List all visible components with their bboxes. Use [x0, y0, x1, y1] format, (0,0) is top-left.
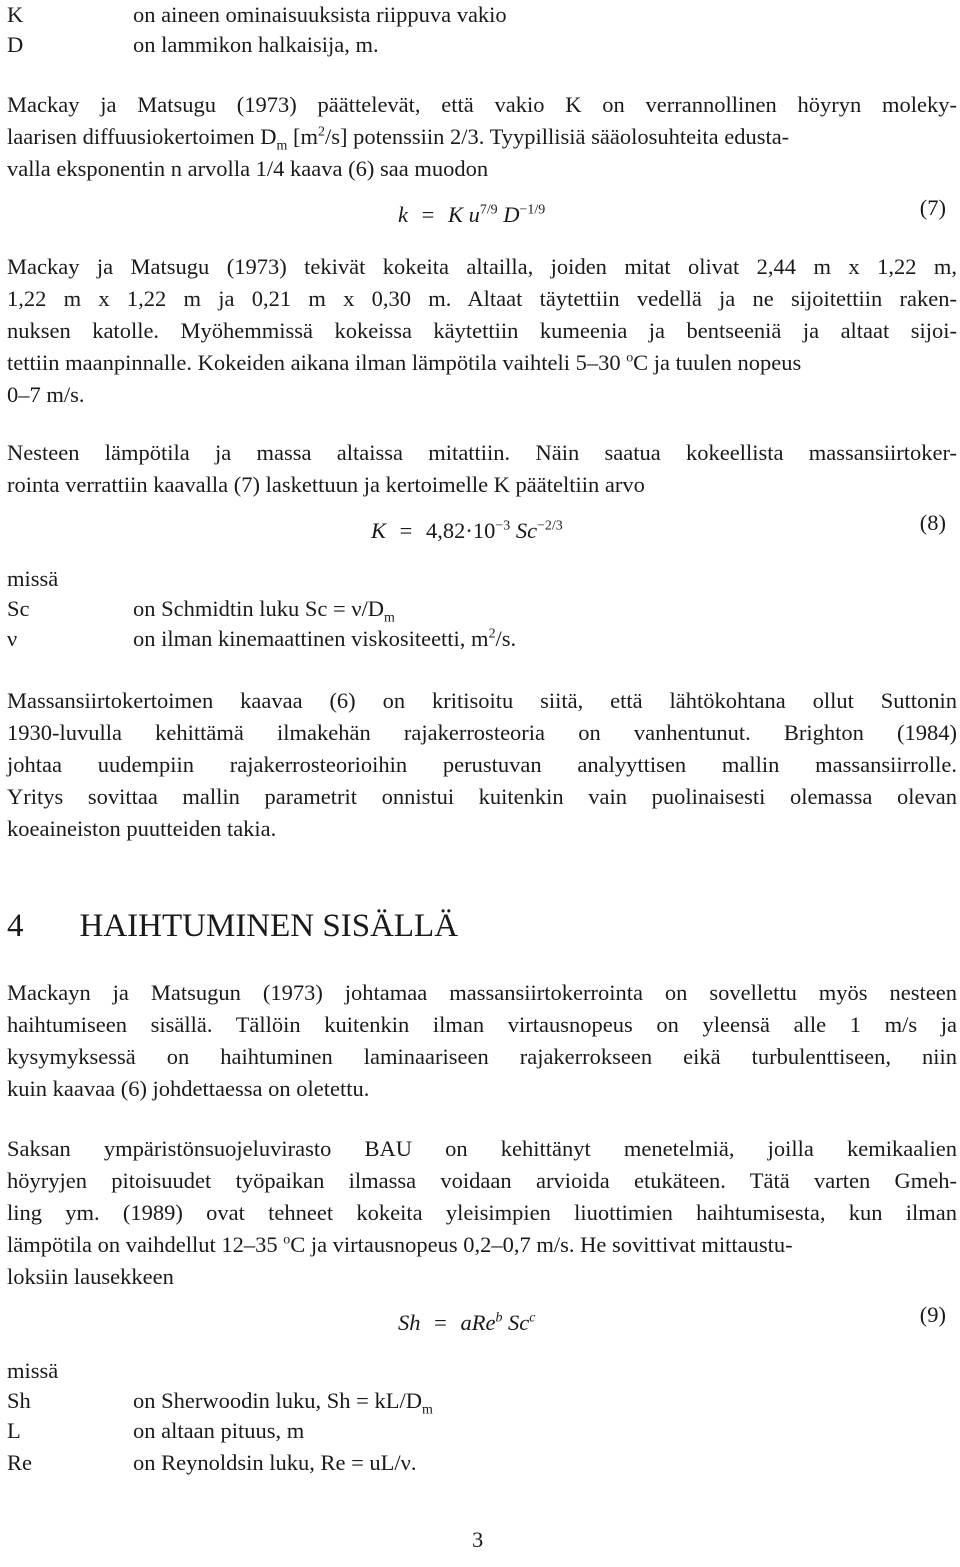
paragraph-line: Yritys sovittaa mallin parametrit onnistui kuitenkin vain puolinaisesti olemassa olevan [7, 784, 957, 809]
paragraph-line: lämpötila on vaihdellut 12–35 $^o$C ja virtausnopeus 0,2–0,7 m/s. He sovittivat mittaustu- [7, 1232, 793, 1257]
def-term: Sh [7, 1388, 31, 1413]
def-term: D [7, 32, 24, 57]
equation-number: (7) [919, 195, 946, 220]
def-desc: on ilman kinemaattinen viskositeetti, $m^2/s$. [133, 626, 517, 651]
paragraph-line: Massansiirtokertoimen kaavaa (6) on kritisoitu siitä, että lähtökohtana ollut Suttonin [7, 688, 957, 713]
paragraph-line: Mackayn ja Matsugun (1973) johtamaa massansiirtokerrointa on sovellettu myös nesteen [7, 980, 957, 1005]
paragraph-line: loksiin lausekkeen [7, 1264, 174, 1289]
def-term: K [7, 2, 24, 27]
def-desc: on Schmidtin luku $Sc = \nu/D_m$ [133, 596, 395, 626]
def-desc: on Reynoldsin luku, Re = uL/ν. [133, 1450, 417, 1475]
paragraph-line: rointa verrattiin kaavalla (7) laskettuun ja kertoimelle K pääteltiin arvo [7, 472, 645, 497]
def-desc: on lammikon halkaisija, m. [133, 32, 379, 57]
paragraph-line: koeaineiston puutteiden takia. [7, 816, 277, 841]
paragraph-line: nuksen katolle. Myöhemmissä kokeissa käytettiin kumeenia ja bentseeniä ja altaat sijoi- [7, 318, 957, 343]
paragraph-line: laarisen diffuusiokertoimen $D_m$ $[m^2/s]$ potenssiin 2/3. Tyypillisiä sääolosuhteita edusta- [7, 124, 790, 154]
equation-8: $K = 4,82\cdot 10^{-3}$ $Sc^{-2/3}$ [371, 518, 563, 543]
paragraph-line: haihtumiseen sisällä. Tällöin kuitenkin ilman virtausnopeus on yleensä alle 1 m/s ja [7, 1012, 957, 1037]
paragraph-line: valla eksponentin n arvolla 1/4 kaava (6) saa muodon [7, 156, 489, 181]
paragraph-line: ling ym. (1989) ovat tehneet kokeita yleisimpien liuottimien haihtumisesta, kun ilman [7, 1200, 957, 1225]
def-term: ν [7, 626, 18, 651]
paragraph-line: Mackay ja Matsugu (1973) tekivät kokeita altailla, joiden mitat olivat 2,44 m x 1,22 m, [7, 254, 957, 279]
missa-label: missä [7, 1358, 59, 1383]
def-desc: on altaan pituus, m [133, 1418, 305, 1443]
def-desc: on aineen ominaisuuksista riippuva vakio [133, 2, 507, 27]
equation-number: (9) [919, 1302, 946, 1327]
paragraph-line: 1,22 m x 1,22 m ja 0,21 m x 0,30 m. Altaat täytettiin vedellä ja ne sijoitettiin raken- [7, 286, 957, 311]
paragraph-line: höyryjen pitoisuudet työpaikan ilmassa voidaan arvioida etukäteen. Tätä varten Gmeh- [7, 1168, 957, 1193]
page-number: 3 [472, 1527, 484, 1552]
paragraph-line: Saksan ympäristönsuojeluvirasto BAU on kehittänyt menetelmiä, joilla kemikaalien [7, 1136, 957, 1161]
paragraph-line: tettiin maanpinnalle. Kokeiden aikana ilman lämpötila vaihteli 5–30 $^o$C ja tuulen nopeus [7, 350, 802, 375]
def-term: L [7, 1418, 21, 1443]
section-number: 4 [7, 908, 24, 944]
def-term: Sc [7, 596, 30, 621]
paragraph-line: 0–7 m/s. [7, 382, 85, 407]
paragraph-line: Nesteen lämpötila ja massa altaissa mitattiin. Näin saatua kokeellista massansiirtoker- [7, 440, 957, 465]
section-title: HAIHTUMINEN SISÄLLÄ [79, 908, 459, 944]
missa-label: missä [7, 566, 59, 591]
equation-7: k = K $u^{7/9}$ $D^{-1/9}$ [398, 202, 546, 227]
equation-9: Sh = aRe$^b$ Sc$^c$ [398, 1310, 536, 1335]
paragraph-line: kuin kaavaa (6) johdettaessa on oletettu. [7, 1076, 370, 1101]
paragraph-line: Mackay ja Matsugu (1973) päättelevät, että vakio K on verrannollinen höyryn moleky- [7, 92, 957, 117]
def-desc: on Sherwoodin luku, $Sh = kL/D_m$ [133, 1388, 433, 1418]
equation-number: (8) [919, 510, 946, 535]
paragraph-line: 1930-luvulla kehittämä ilmakehän rajakerrosteoria on vanhentunut. Brighton (1984) [7, 720, 957, 745]
paragraph-line: johtaa uudempiin rajakerrosteorioihin perustuvan analyyttisen mallin massansiirrolle. [7, 752, 957, 777]
paragraph-line: kysymyksessä on haihtuminen laminaariseen rajakerrokseen eikä turbulenttiseen, niin [7, 1044, 957, 1069]
section-heading [7, 906, 458, 946]
def-term: Re [7, 1450, 32, 1475]
